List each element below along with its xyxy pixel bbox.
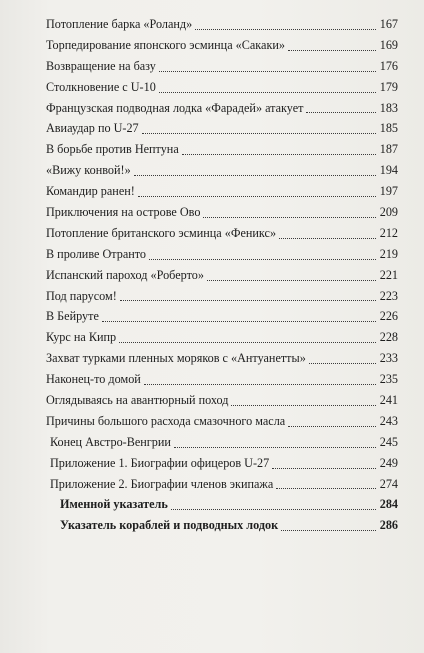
toc-entry bbox=[46, 390, 398, 411]
toc-entry-page: 194 bbox=[379, 163, 398, 178]
dot-leader bbox=[203, 217, 376, 218]
toc-entry-page: 249 bbox=[379, 455, 398, 470]
toc-entry bbox=[46, 118, 398, 139]
toc-entry-title: Курс на Кипр bbox=[46, 330, 117, 345]
toc-entry bbox=[46, 139, 398, 160]
toc-entry-page: 167 bbox=[379, 16, 398, 31]
toc-entry-title: Наконец-то домой bbox=[46, 372, 141, 387]
toc-entry bbox=[46, 453, 398, 474]
toc-entry-page: 241 bbox=[379, 393, 398, 408]
toc-entry-page: 245 bbox=[379, 434, 398, 449]
toc-entry-title: Оглядываясь на авантюрный поход bbox=[46, 393, 229, 408]
toc-entry bbox=[46, 56, 398, 77]
toc-entry-title: В проливе Отранто bbox=[46, 246, 147, 261]
toc-entry bbox=[46, 181, 398, 202]
toc-entry-page: 212 bbox=[379, 225, 398, 240]
toc-entry bbox=[46, 160, 398, 181]
toc-entry-page: 176 bbox=[379, 58, 398, 73]
toc-entry bbox=[46, 14, 398, 35]
toc-entry-title: Приключения на острове Ово bbox=[46, 205, 201, 219]
toc-entry-title: В Бейруте bbox=[46, 309, 99, 324]
toc-entry bbox=[46, 306, 398, 327]
dot-leader bbox=[144, 384, 376, 385]
toc-entry-title: Приложение 1. Биографии офицеров U-27 bbox=[50, 455, 270, 470]
dot-leader bbox=[288, 50, 376, 51]
dot-leader bbox=[149, 259, 376, 260]
toc-entry-title: Авиаудар по U-27 bbox=[46, 121, 139, 136]
toc-entry bbox=[46, 411, 398, 432]
toc-entry bbox=[46, 223, 398, 244]
toc-entry-title: Французская подводная лодка «Фарадей» атакует bbox=[46, 100, 304, 115]
toc-entry-title: Приложение 2. Биографии членов экипажа bbox=[50, 476, 274, 491]
table-of-contents bbox=[46, 14, 398, 536]
toc-entry-page: 284 bbox=[379, 497, 398, 512]
dot-leader bbox=[119, 342, 376, 343]
dot-leader bbox=[142, 133, 376, 134]
toc-entry bbox=[46, 286, 398, 307]
toc-entry-title: Под парусом! bbox=[46, 288, 117, 303]
toc-entry-page: 209 bbox=[379, 205, 398, 219]
toc-entry-title: В борьбе против Нептуна bbox=[46, 142, 179, 157]
toc-entry-page: 219 bbox=[379, 246, 398, 261]
dot-leader bbox=[171, 509, 376, 510]
toc-entry-page: 226 bbox=[379, 309, 398, 324]
toc-entry-page: 228 bbox=[379, 330, 398, 345]
dot-leader bbox=[174, 447, 376, 448]
toc-entry bbox=[46, 77, 398, 98]
toc-entry-title: Возвращение на базу bbox=[46, 58, 156, 73]
toc-entry bbox=[46, 432, 398, 453]
toc-entry-title: Командир ранен! bbox=[46, 184, 135, 199]
toc-entry-page: 274 bbox=[379, 476, 398, 491]
toc-entry-index bbox=[46, 515, 398, 536]
dot-leader bbox=[309, 363, 376, 364]
dot-leader bbox=[306, 112, 376, 113]
toc-entry-page: 169 bbox=[379, 37, 398, 52]
dot-leader bbox=[281, 530, 376, 531]
dot-leader bbox=[207, 280, 376, 281]
dot-leader bbox=[138, 196, 376, 197]
toc-entry bbox=[46, 244, 398, 265]
toc-entry bbox=[46, 35, 398, 56]
toc-entry-page: 187 bbox=[379, 142, 398, 157]
toc-entry bbox=[46, 98, 398, 119]
toc-entry-title: Столкновение с U-10 bbox=[46, 79, 156, 94]
toc-entry-title: «Вижу конвой!» bbox=[46, 163, 131, 178]
toc-entry-page: 286 bbox=[379, 518, 398, 533]
toc-entry-title: Испанский пароход «Роберто» bbox=[46, 267, 204, 282]
toc-entry-page: 243 bbox=[379, 413, 398, 428]
toc-entry bbox=[46, 369, 398, 390]
toc-entry bbox=[46, 348, 398, 369]
dot-leader bbox=[279, 238, 376, 239]
dot-leader bbox=[134, 175, 376, 176]
toc-entry-title: Причины большого расхода смазочного масла bbox=[46, 413, 286, 428]
toc-entry-title: Торпедирование японского эсминца «Сакаки» bbox=[46, 37, 285, 52]
toc-entry-page: 233 bbox=[379, 351, 398, 366]
toc-entry-title: Конец Австро-Венгрии bbox=[50, 434, 171, 449]
toc-entry-title: Потопление британского эсминца «Феникс» bbox=[46, 225, 277, 240]
toc-entry-page: 235 bbox=[379, 372, 398, 387]
dot-leader bbox=[159, 71, 376, 72]
dot-leader bbox=[276, 488, 376, 489]
toc-entry-page: 223 bbox=[379, 288, 398, 303]
toc-entry-title: Потопление барка «Роланд» bbox=[46, 16, 193, 31]
dot-leader bbox=[182, 154, 376, 155]
toc-entry-page: 221 bbox=[379, 267, 398, 282]
toc-entry bbox=[46, 474, 398, 495]
toc-entry-title: Указатель кораблей и подводных лодок bbox=[60, 518, 279, 533]
toc-entry-page: 183 bbox=[379, 100, 398, 115]
dot-leader bbox=[120, 300, 376, 301]
toc-entry-page: 185 bbox=[379, 121, 398, 136]
toc-entry-index bbox=[46, 494, 398, 515]
toc-entry-page: 179 bbox=[379, 79, 398, 94]
toc-entry-title: Именной указатель bbox=[60, 497, 168, 512]
toc-entry bbox=[46, 327, 398, 348]
toc-entry bbox=[46, 265, 398, 286]
dot-leader bbox=[231, 405, 376, 406]
toc-entry bbox=[46, 202, 398, 223]
dot-leader bbox=[102, 321, 376, 322]
dot-leader bbox=[272, 468, 376, 469]
dot-leader bbox=[288, 426, 376, 427]
dot-leader bbox=[159, 92, 376, 93]
dot-leader bbox=[195, 29, 376, 30]
toc-entry-page: 197 bbox=[379, 184, 398, 199]
toc-entry-title: Захват турками пленных моряков с «Антуанетты» bbox=[46, 351, 306, 366]
